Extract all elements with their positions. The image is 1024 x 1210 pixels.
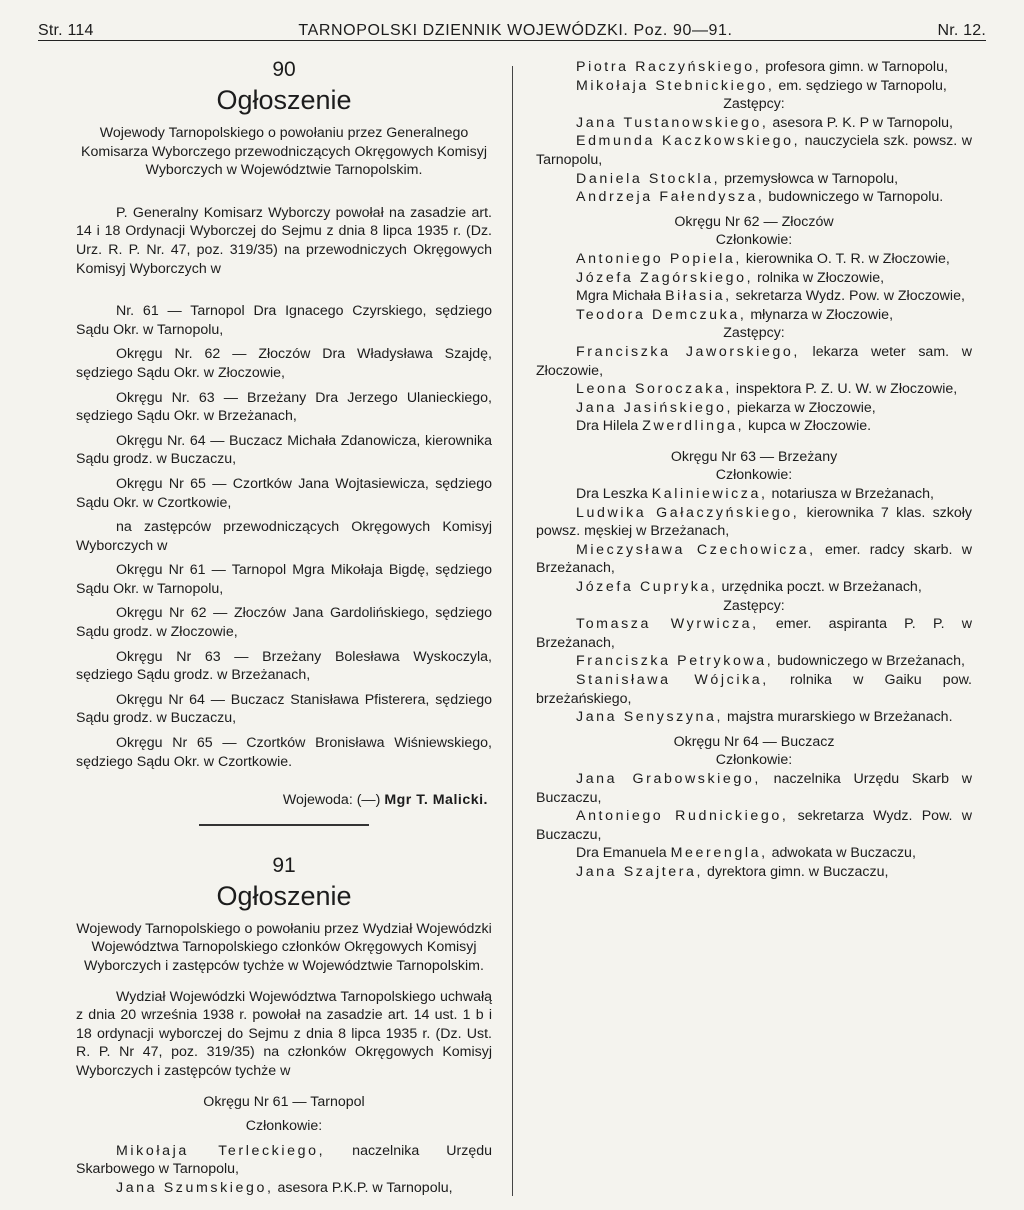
page-header: [38, 14, 986, 41]
substitute-entry: Edmunda Kaczkowskiego, nauczyciela szk. powsz. w Tarnopolu,: [536, 133, 972, 168]
chair-61: Nr. 61 — Tarnopol Dra Ignacego Czyrskiego, sędziego Sądu Okr. w Tarnopolu,: [76, 303, 492, 338]
substitute-entry: Franciszka Jaworskiego, lekarza weter sam. w Złoczowie,: [536, 343, 972, 379]
notice-91-paragraph: Wydział Wojewódzki Województwa Tarnopolskiego uchwałą z dnia 20 września 1938 r. powołał na zasadzie art. 14 ust. 1 b i 18 ordynacji wyborczej do Sejmu z dnia 8 lipca 1935 r. (Dz. Ust. R. P. Nr 47, poz. 319/35) na członków Okręgowych Komisyj Wyborczych i zastępców tychże w: [76, 988, 492, 1079]
substitute-entry: Andrzeja Fałendysza, budowniczego w Tarnopolu.: [576, 189, 944, 206]
signature-label: Wojewoda: (—): [282, 792, 381, 809]
member-entry: Jana Szajtera, dyrektora gimn. w Buczaczu,: [576, 863, 889, 880]
district-61-heading: Okręgu Nr 61 — Tarnopol: [203, 1093, 365, 1110]
notice-91-intro: Wojewody Tarnopolskiego o powołaniu przez Wydział Wojewódzki Województwa Tarnopolskiego członków Okręgowych Komisyj Wyborczych i zastępców tychże w Województwie Tarnopolskim.: [76, 920, 492, 974]
chair-64: Okręgu Nr. 64 — Buczacz Michała Zdanowicza, kierownika Sądu grodz. w Buczaczu,: [76, 432, 492, 468]
member-entry: Mikołaja Terleckiego, naczelnika Urzędu Skarbowego w Tarnopolu,: [76, 1142, 493, 1178]
notice-91-number: 91: [272, 853, 296, 877]
deputy-64: Okręgu Nr 64 — Buczacz Stanisława Pfisterera, sędziego Sądu grodz. w Buczaczu,: [76, 691, 492, 727]
members-label: Członkowie:: [715, 232, 793, 249]
chair-62: Okręgu Nr. 62 — Złoczów Dra Władysława Szajdę, sędziego Sądu Okr. w Złoczowie,: [76, 346, 492, 381]
signature-name: Mgr T. Malicki.: [384, 792, 488, 809]
member-entry: Jana Szumskiego, asesora P.K.P. w Tarnopolu,: [116, 1179, 453, 1196]
substitutes-label: Zastępcy:: [723, 96, 785, 113]
notice-90-heading: Ogłoszenie: [216, 85, 352, 115]
member-entry: Józefa Zagórskiego, rolnika w Złoczowie,: [576, 269, 885, 286]
substitute-entry: Jana Jasińskiego, piekarza w Złoczowie,: [576, 399, 876, 416]
substitutes-label: Zastępcy:: [723, 325, 785, 342]
notice-separator: [199, 824, 369, 826]
member-entry: Józefa Cupryka, urzędnika poczt. w Brzeżanach,: [576, 579, 922, 596]
page-number: Str. 114: [38, 22, 94, 39]
member-entry: Antoniego Rudnickiego, sekretarza Wydz. Pow. w Buczaczu,: [536, 808, 972, 843]
member-entry: Ludwika Gałaczyńskiego, kierownika 7 klas. szkoły powsz. męskiej w Brzeżanach,: [536, 504, 972, 540]
substitute-entry: Stanisława Wójcika, rolnika w Gaiku pow. brzeżańskiego,: [536, 672, 972, 707]
member-entry: Dra Emanuela Meerengla, adwokata w Buczaczu,: [576, 845, 916, 862]
substitute-entry: Jana Senyszyna, majstra murarskiego w Brzeżanach.: [576, 709, 953, 726]
issue-number: Nr. 12.: [937, 22, 986, 39]
members-label: Członkowie:: [715, 752, 793, 769]
members-label: Członkowie:: [245, 1118, 323, 1135]
deputy-62: Okręgu Nr 62 — Złoczów Jana Gardolińskiego, sędziego Sądu grodz. w Złoczowie,: [76, 605, 492, 641]
member-entry: Mikołaja Stebnickiego, em. sędziego w Tarnopolu,: [576, 77, 947, 94]
deputies-intro: na zastępców przewodniczących Okręgowych Komisyj Wyborczych w: [76, 519, 492, 554]
notice-90-intro: Wojewody Tarnopolskiego o powołaniu przez Generalnego Komisarza Wyborczego przewodniczących Okręgowych Komisyj Wyborczych w Województwie Tarnopolskim.: [81, 125, 487, 179]
notice-90-number: 90: [272, 58, 296, 81]
substitute-entry: Franciszka Petrykowa, budowniczego w Brzeżanach,: [576, 653, 965, 670]
substitute-entry: Daniela Stockla, przemysłowca w Tarnopolu,: [576, 170, 899, 187]
members-label: Członkowie:: [715, 467, 793, 484]
substitute-entry: Dra Hilela Zwerdlinga, kupca w Złoczowie.: [576, 418, 872, 435]
member-entry: Mieczysława Czechowicza, emer. radcy skarb. w Brzeżanach,: [536, 541, 972, 577]
chair-63: Okręgu Nr. 63 — Brzeżany Dra Jerzego Ulanieckiego, sędziego Sądu Okr. w Brzeżanach,: [76, 389, 492, 425]
member-entry: Jana Grabowskiego, naczelnika Urzędu Skarb w Buczaczu,: [536, 770, 972, 806]
deputy-63: Okręgu Nr 63 — Brzeżany Bolesława Wyskoczyla, sędziego Sądu grodz. w Brzeżanach,: [76, 648, 492, 684]
member-entry: Piotra Raczyńskiego, profesora gimn. w Tarnopolu,: [576, 59, 948, 75]
district-62-heading: Okręgu Nr 62 — Złoczów: [674, 213, 834, 230]
substitute-entry: Leona Soroczaka, inspektora P. Z. U. W. w Złoczowie,: [576, 381, 958, 398]
notice-91-heading: Ogłoszenie: [216, 880, 352, 911]
deputy-65: Okręgu Nr 65 — Czortków Bronisława Wiśniewskiego, sędziego Sądu Okr. w Czortkowie.: [76, 735, 492, 770]
district-64-heading: Okręgu Nr 64 — Buczacz: [673, 733, 835, 750]
left-column: [76, 58, 492, 1198]
member-entry: Teodora Demczuka, młynarza w Złoczowie,: [576, 306, 894, 323]
right-column: [536, 58, 972, 882]
district-63-heading: Okręgu Nr 63 — Brzeżany: [670, 448, 838, 465]
journal-title: TARNOPOLSKI DZIENNIK WOJEWÓDZKI. Poz. 90—91.: [298, 22, 733, 39]
notice-90-signature: [76, 791, 492, 810]
column-divider: [512, 66, 513, 1196]
member-entry: Antoniego Popiela, kierownika O. T. R. w Złoczowie,: [576, 250, 950, 267]
deputy-61: Okręgu Nr 61 — Tarnopol Mgra Mikołaja Bigdę, sędziego Sądu Okr. w Tarnopolu,: [76, 562, 492, 597]
notice-90-paragraph: P. Generalny Komisarz Wyborczy powołał na zasadzie art. 14 i 18 Ordynacji Wyborczej do Sejmu z dnia 8 lipca 1935 r. (Dz. Urz. R. P. Nr. 47, poz. 319/35) na przewodniczych Okręgowych Komisyj Wyborczych w: [76, 204, 492, 277]
member-entry: Dra Leszka Kaliniewicza, notariusza w Brzeżanach,: [576, 486, 934, 503]
member-entry: Mgra Michała Biłasia, sekretarza Wydz. Pow. w Złoczowie,: [576, 288, 965, 305]
substitute-entry: Jana Tustanowskiego, asesora P. K. P w Tarnopolu,: [576, 114, 953, 131]
chair-65: Okręgu Nr 65 — Czortków Jana Wojtasiewicza, sędziego Sądu Okr. w Czortkowie,: [76, 475, 492, 511]
substitutes-label: Zastępcy:: [723, 597, 785, 614]
substitute-entry: Tomasza Wyrwicza, emer. aspiranta P. P. w Brzeżanach,: [536, 616, 972, 651]
